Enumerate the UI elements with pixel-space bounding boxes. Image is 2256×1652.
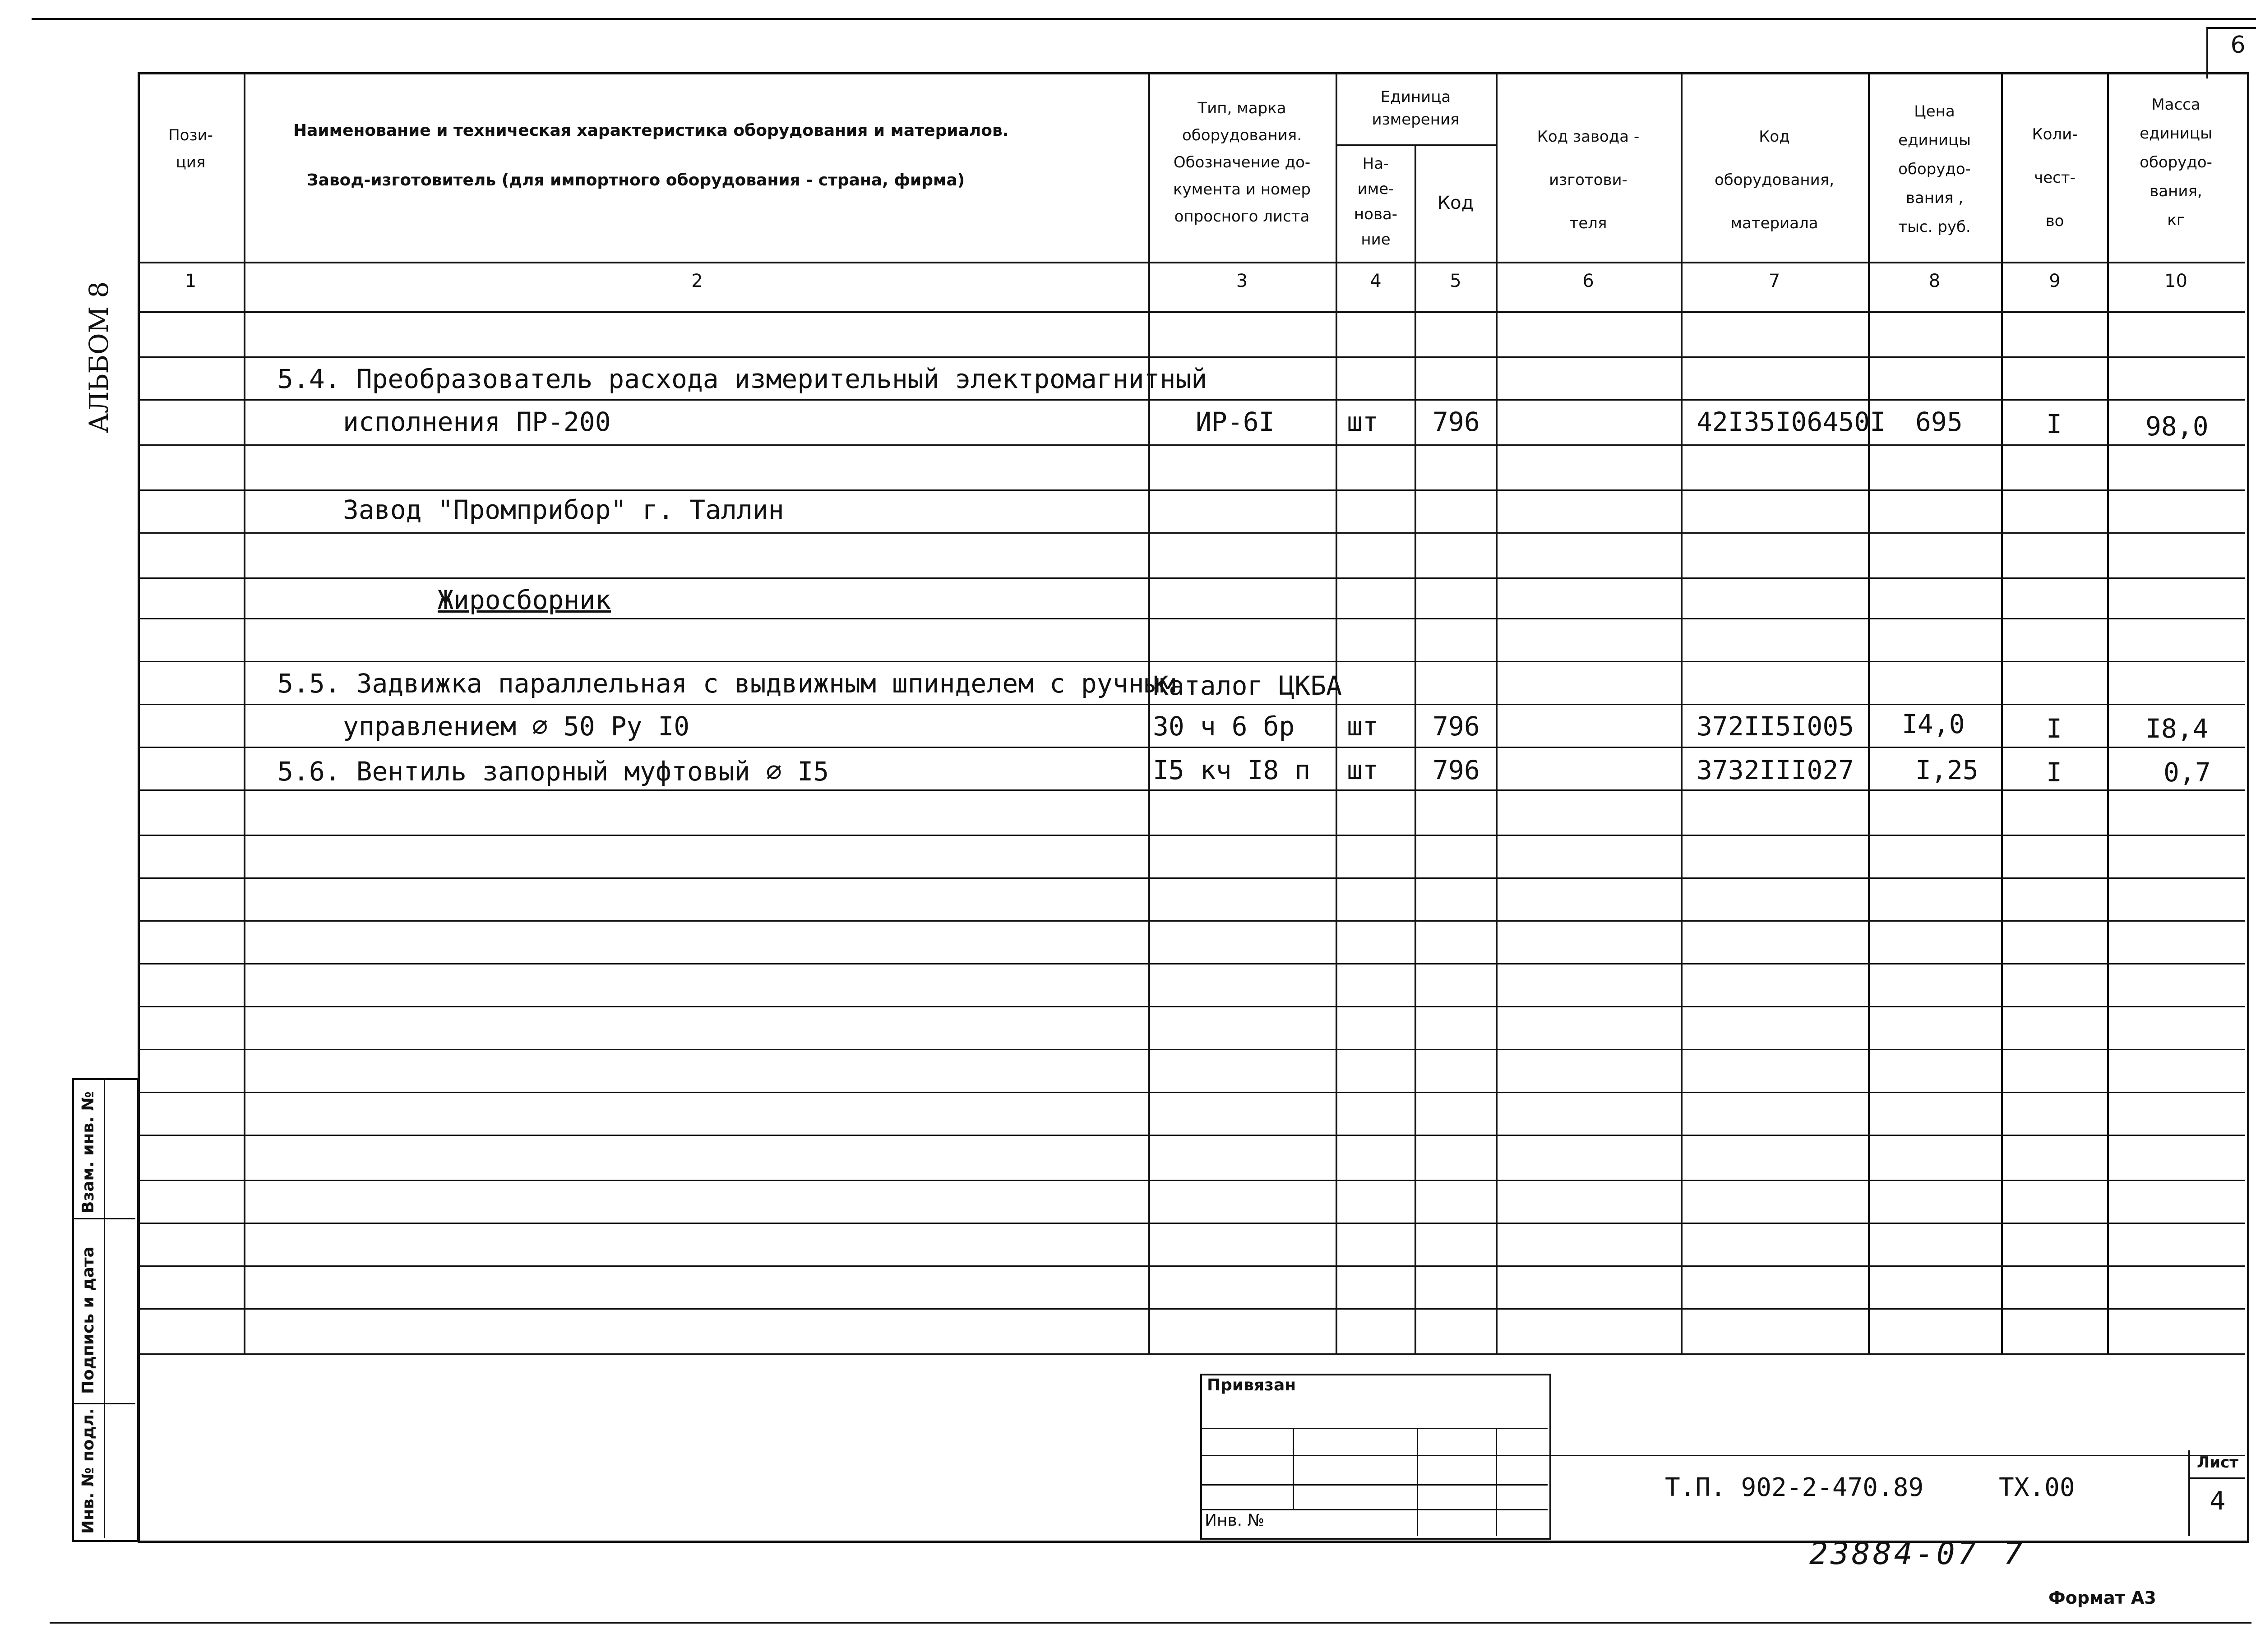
row-line (138, 444, 2245, 446)
section-title: Жиросборник (438, 585, 611, 615)
inv-no-label: Инв. № (1205, 1511, 1265, 1530)
unit-subheader-line (1336, 144, 1496, 146)
row-line (138, 1135, 2245, 1136)
col-divider (1868, 72, 1870, 1353)
title-block-vline (1496, 1428, 1497, 1536)
row-5-5-unit: шт (1347, 711, 1378, 742)
row-line (138, 920, 2245, 922)
title-block-vline (1417, 1428, 1418, 1536)
colnum-5: 5 (1450, 271, 1461, 291)
col-divider (1496, 72, 1498, 1353)
side-stamp-vzam: Взам. инв. № (79, 1091, 97, 1214)
row-5-4-name: 5.4. Преобразователь расхода измерительный электромагнитный (277, 364, 1207, 394)
side-stamp-line (72, 1218, 135, 1219)
row-5-5-equip-code: 372II5I005 (1697, 711, 1854, 742)
colnum-1: 1 (185, 271, 197, 291)
row-line (138, 789, 2245, 791)
album-label: АЛЬБОМ 8 (83, 281, 114, 433)
title-block-top (1548, 1455, 2245, 1456)
row-line (138, 835, 2245, 836)
row-line (138, 877, 2245, 879)
col-divider (2001, 72, 2003, 1353)
document-code: Т.П. 902-2-470.89 (1665, 1473, 1924, 1502)
col-divider (244, 72, 245, 1353)
header-equipment-code: Код оборудования, материала (1714, 128, 1835, 232)
row-line (138, 704, 2245, 705)
row-line (138, 963, 2245, 964)
header-unit-mass: Масса единицы оборудо- вания, кг (2140, 96, 2212, 229)
header-position: Пози- ция (168, 126, 213, 171)
col-divider (1681, 72, 1683, 1353)
colnum-3: 3 (1236, 271, 1248, 291)
archive-sheet: 7 (2003, 1536, 2023, 1572)
header-unit-code: Код (1437, 193, 1474, 213)
row-line (138, 577, 2245, 579)
row-5-4-equip-code: 42I35I06450I (1697, 406, 1886, 437)
row-line (138, 1308, 2245, 1310)
header-unit-group: Единица измерения (1372, 88, 1460, 129)
spec-table (138, 72, 2249, 1543)
factory-name: Завод "Промприбор" г. Таллин (343, 494, 784, 525)
row-5-4-price: 695 (1915, 406, 1963, 437)
row-line (138, 661, 2245, 662)
row-5-5-name-cont: управлением ∅ 50 Ру I0 (343, 711, 690, 742)
row-line (138, 532, 2245, 534)
colnum-4: 4 (1370, 271, 1382, 291)
row-line (138, 1049, 2245, 1050)
col-divider (1415, 144, 1416, 1353)
colnum-8: 8 (1928, 271, 1941, 291)
header-type: Тип, марка оборудования. Обозначение до- кумента и номер опросного листа (1173, 99, 1311, 226)
archive-number: 23884-07 (1809, 1536, 1979, 1572)
bottom-border (50, 1622, 2251, 1624)
row-5-4-qty: I (2046, 409, 2062, 439)
side-stamp-line (72, 1403, 135, 1404)
row-5-5-name: 5.5. Задвижка параллельная с выдвижным шпинделем с ручным (277, 668, 1176, 699)
document-mark: ТХ.00 (1999, 1473, 2075, 1502)
header-unit-price: Цена единицы оборудо- вания , тыс. руб. (1898, 102, 1971, 236)
row-line (138, 1092, 2245, 1093)
row-5-5-qty: I (2046, 713, 2062, 744)
row-5-4-name-cont: исполнения ПР-200 (343, 406, 611, 437)
row-5-6-unit: шт (1347, 755, 1378, 785)
row-line (138, 1223, 2245, 1224)
row-5-5-mass: I8,4 (2145, 713, 2209, 744)
row-5-6-type: I5 кч I8 п (1153, 755, 1311, 785)
colnum-bottom-line (138, 311, 2245, 313)
sheet-label: Лист (2197, 1454, 2238, 1472)
header-quantity: Коли- чест- во (2032, 125, 2078, 230)
sheet-box-line (2188, 1477, 2245, 1479)
colnum-9: 9 (2049, 271, 2061, 291)
row-line (138, 747, 2245, 748)
row-5-6-price: I,25 (1915, 755, 1979, 785)
row-5-6-qty: I (2046, 757, 2062, 788)
header-bottom-line (138, 262, 2245, 263)
colnum-2: 2 (691, 271, 703, 291)
col-divider (2107, 72, 2109, 1353)
top-border (32, 18, 2256, 20)
row-line (138, 356, 2245, 358)
colnum-10: 10 (2164, 271, 2187, 291)
row-5-6-code: 796 (1433, 755, 1480, 785)
row-line (138, 489, 2245, 491)
row-line (138, 399, 2245, 401)
side-stamp-inv-podl: Инв. № подл. (79, 1408, 97, 1534)
row-5-4-code: 796 (1433, 406, 1480, 437)
colnum-6: 6 (1582, 271, 1594, 291)
privyazan-label: Привязан (1207, 1376, 1296, 1394)
row-5-4-type: ИР-6I (1196, 406, 1275, 437)
col-divider (1336, 72, 1337, 1353)
header-factory-code: Код завода - изготови- теля (1537, 128, 1640, 232)
sheet-number: 4 (2210, 1486, 2226, 1516)
side-stamp-divider (104, 1078, 105, 1538)
side-stamp-podpis: Подпись и дата (79, 1246, 97, 1394)
colnum-7: 7 (1768, 271, 1780, 291)
page-number: 6 (2230, 32, 2246, 59)
row-5-6-equip-code: 3732III027 (1697, 755, 1854, 785)
row-5-4-mass: 98,0 (2145, 411, 2209, 442)
row-5-5-type: Каталог ЦКБА (1153, 670, 1342, 701)
row-5-4-unit: шт (1347, 406, 1378, 437)
title-block-vline (1293, 1428, 1294, 1509)
row-5-6-mass: 0,7 (2164, 757, 2211, 788)
row-line (138, 1265, 2245, 1267)
header-name-line1: Наименование и техническая характеристика оборудования и материалов. (293, 121, 1009, 140)
row-line (138, 618, 2245, 619)
row-5-6-name: 5.6. Вентиль запорный муфтовый ∅ I5 (277, 756, 829, 787)
row-line (138, 1353, 2245, 1355)
format-label: Формат А3 (2048, 1588, 2156, 1608)
col-divider (1148, 72, 1150, 1353)
header-unit-name: На- име- нова- ние (1354, 155, 1398, 249)
row-5-5-type-cont: 30 ч 6 бр (1153, 711, 1295, 742)
row-line (138, 1180, 2245, 1181)
row-line (138, 1006, 2245, 1007)
header-name-line2: Завод-изготовитель (для импортного оборудования - страна, фирма) (307, 171, 965, 189)
row-5-5-price: I4,0 (1902, 709, 1965, 739)
row-5-5-code: 796 (1433, 711, 1480, 742)
